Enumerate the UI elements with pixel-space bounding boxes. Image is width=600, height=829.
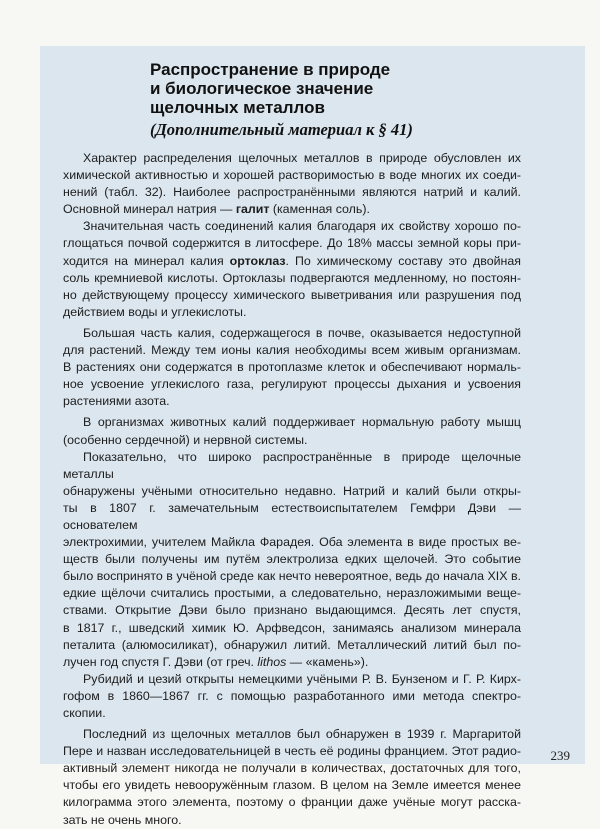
title-line-2: и биологическое значение: [150, 79, 374, 98]
text-line: [63, 654, 521, 671]
text-line: Характер распределения щелочных металлов в природе обусловлен их: [83, 151, 521, 165]
text-line: килограмма этого элемента, поэтому о франции даже учёные могут расска-: [63, 795, 521, 810]
text-line: действием воды и углекислоты.: [63, 304, 247, 319]
text-segment: Основной минерал натрия —: [63, 202, 236, 217]
paragraph-1: [63, 150, 521, 218]
text-line: Пере и назван исследовательницей в честь её родины францием. Этот радио-: [63, 744, 521, 759]
text-line: Последний из щелочных металлов был обнаружен в 1939 г. Маргаритой: [83, 727, 521, 742]
text-line: растениями азота.: [63, 394, 170, 409]
text-line: гофом в 1860—1867 гг. с помощью разработанного ими метода спектро-: [63, 688, 521, 703]
text-line: В растениях они содержатся в протоплазме клеток и обеспечивают нормаль-: [63, 360, 521, 375]
text-segment: лучен год спустя Г. Дэви (от греч.: [63, 654, 258, 669]
text-line: в 1817 г., шведский химик Ю. Арфведсон, занимаясь анализом минерала: [63, 620, 521, 635]
text-line: [63, 253, 521, 270]
term-halite: галит: [235, 202, 270, 217]
text-line: Показательно, что широко распространённые в природе щелочные металлы: [63, 449, 521, 481]
paragraph-6: [63, 671, 521, 722]
text-line: нений (табл. 32). Наиболее распространёнными являются натрий и калий.: [63, 185, 521, 200]
text-line: Большая часть калия, содержащегося в почве, оказывается недоступной: [83, 325, 521, 340]
article-body: [63, 150, 521, 829]
paragraph-2: [63, 218, 521, 321]
text-line: было воспринято в учёной среде как нечто невероятное, ведь до начала XIX в.: [63, 569, 521, 584]
title-line-1: Распространение в природе: [150, 60, 391, 79]
text-line: В организмах животных калий поддерживает нормальную работу мышц: [83, 415, 521, 430]
text-segment: (каменная соль).: [269, 202, 370, 217]
text-line: едкие щёлочи считались простыми, а следовательно, неразложимыми веще-: [63, 586, 521, 601]
text-line: но действующему процессу химического выветривания или разрушения под: [63, 287, 521, 302]
paragraph-4: [63, 414, 521, 448]
paragraph-5: [63, 449, 521, 671]
page-number: 239: [550, 748, 570, 763]
text-line: [63, 201, 521, 218]
text-line: зать не очень много.: [63, 812, 182, 827]
paragraph-7: [63, 726, 521, 829]
text-segment: ходится на минерал калия: [63, 253, 230, 268]
text-line: петалита (алюмосиликат), обнаружил литий. Металлический литий был по-: [63, 637, 521, 652]
text-line: скопии.: [63, 706, 106, 720]
section-subtitle: (Дополнительный материал к § 41): [150, 120, 413, 139]
text-line: химической активностью и хорошей растворимостью в воде многих их соеди-: [63, 168, 521, 183]
text-line: Значительная часть соединений калия благодаря их свойству хорошо по-: [83, 219, 521, 234]
text-line: ное усвоение углекислого газа, регулируют процессы дыхания и усвоения: [63, 377, 521, 392]
text-line: ществ были получены им путём электролиза едких щелочей. Это событие: [63, 552, 521, 567]
text-line: соль кремниевой кислоты. Ортоклазы подвергаются медленному, но постоян-: [63, 270, 521, 285]
term-orthoclase: ортоклаз: [229, 253, 286, 268]
text-line: глощаться почвой содержится в литосфере. До 18% массы земной коры при-: [63, 236, 521, 251]
term-lithos: lithos: [257, 654, 287, 669]
text-line: обнаружены учёными относительно недавно. Натрий и калий были откры-: [63, 483, 521, 498]
text-line: электрохимии, учителем Майкла Фарадея. Оба элемента в виде простых ве-: [63, 535, 521, 550]
text-line: активный элемент никогда не получали в количествах, достаточных для того,: [63, 761, 521, 776]
section-heading: [150, 60, 570, 140]
text-segment: — «камень»).: [286, 654, 369, 669]
text-line: ты в 1807 г. замечательным естествоиспытателем Гемфри Дэви — основателем: [63, 500, 521, 532]
text-line: для растений. Между тем ионы калия необходимы всем живым организмам.: [63, 343, 521, 358]
paragraph-3: [63, 325, 521, 410]
text-segment: . По химическому составу это двойная: [285, 253, 521, 268]
text-line: ствами. Открытие Дэви было признано выдающимся. Десять лет спустя,: [63, 603, 521, 618]
text-line: Рубидий и цезий открыты немецкими учёными Р. В. Бунзеном и Г. Р. Кирх-: [83, 671, 521, 686]
text-line: чтобы его увидеть невооружённым глазом. В целом на Земле имеется менее: [63, 778, 521, 793]
text-line: (особенно сердечной) и нервной системы.: [63, 432, 308, 447]
title-line-3: щелочных металлов: [150, 98, 325, 117]
